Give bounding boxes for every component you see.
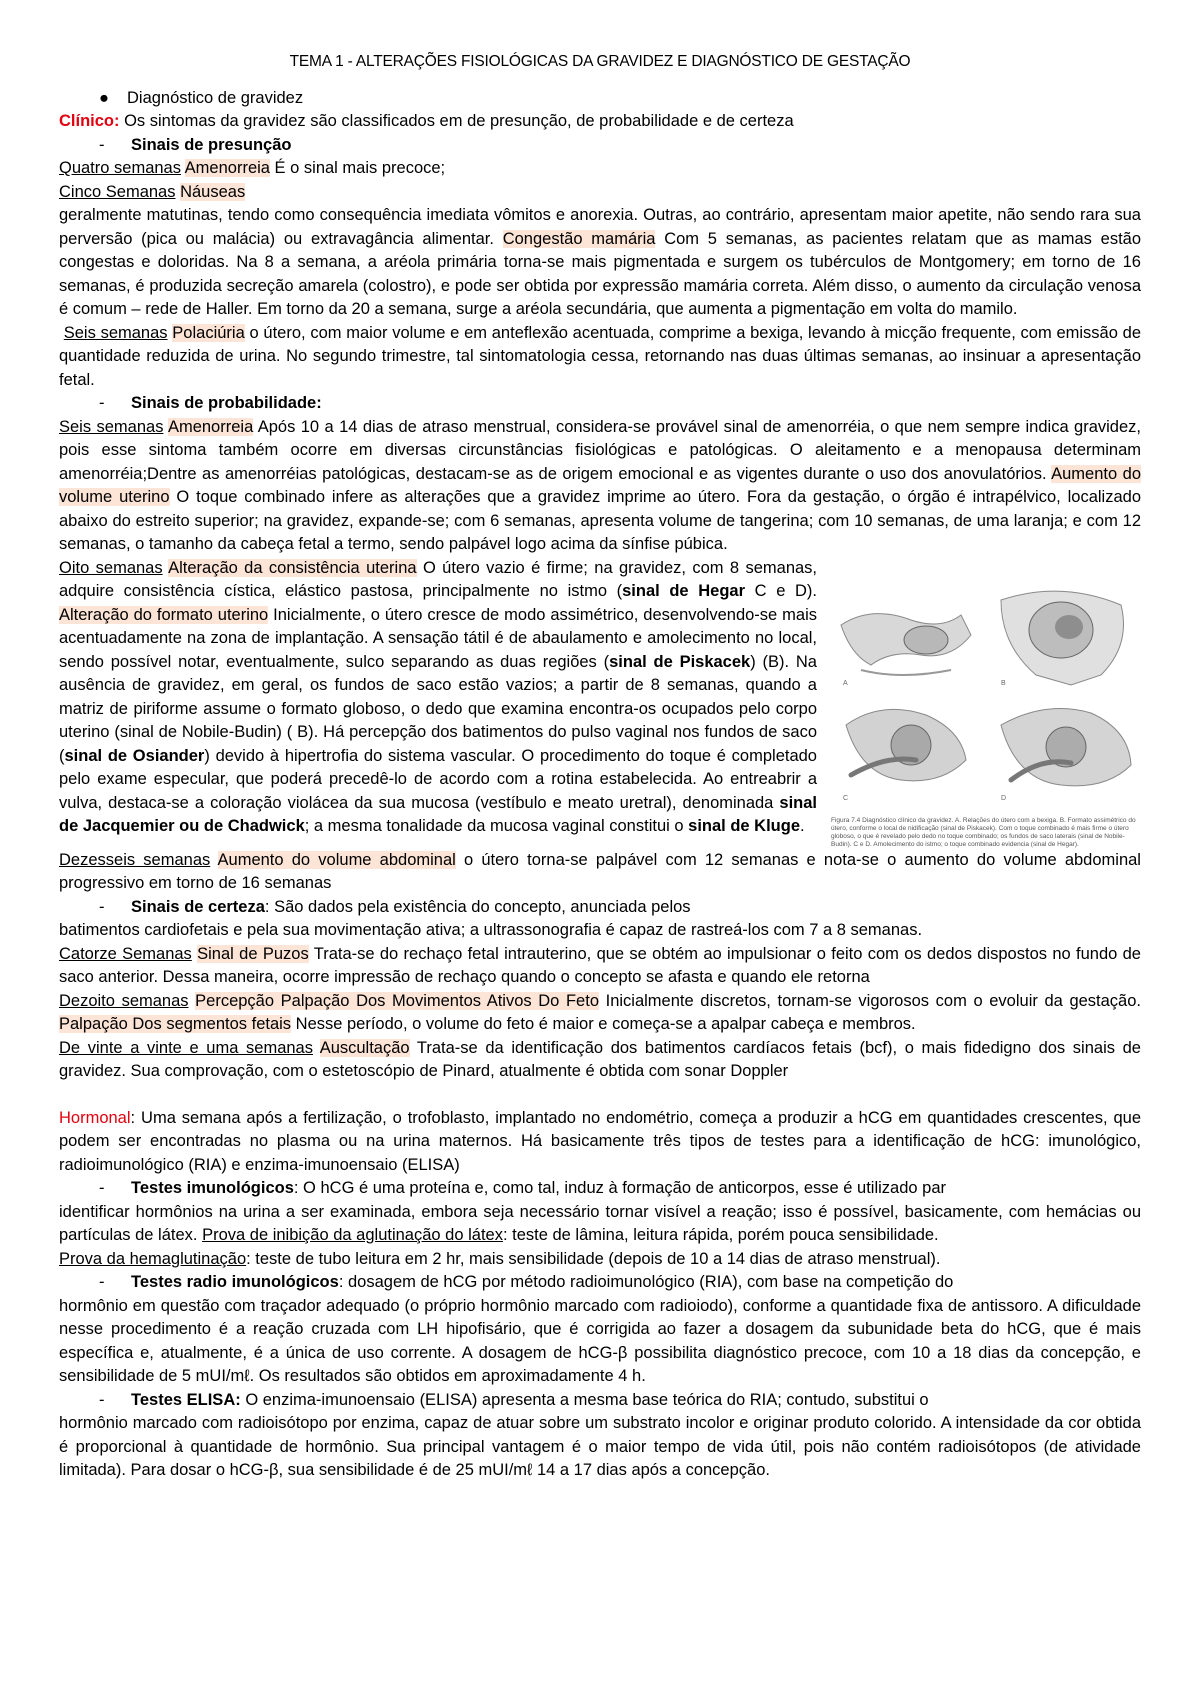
document-title: TEMA 1 - ALTERAÇÕES FISIOLÓGICAS DA GRAVIDEZ E DIAGNÓSTICO DE GESTAÇÃO — [289, 53, 911, 70]
hormonal-paragraph: Hormonal: Uma semana após a fertilização, o trofoblasto, implantado no endométrio, começa a produzir a hCG em quantidades crescentes, que podem ser encontradas no plasma ou na urina maternos. Há basicamente três tipos de testes para a identificação de hCG: imunológico, radioimunológico (RIA) e enzima-imunoensaio (ELISA) — [59, 1108, 1141, 1174]
svg-text:A: A — [843, 679, 848, 687]
section-heading-elisa: - Testes ELISA: O enzima-imunoensaio (ELISA) apresenta a mesma base teórica do RIA; contudo, substitui o — [99, 1390, 929, 1409]
document-page — [59, 50, 1141, 1483]
paragraph: identificar hormônios na urina a ser examinada, embora seja necessário tornar visível a reação; isso é possível, basicamente, com hemácias ou partículas de látex. Prova de inibição da aglutinação do látex: teste de lâmina, leitura rápida, porém pouca sensibilidade. — [59, 1202, 1141, 1244]
bullet-dot: ● — [99, 88, 109, 107]
figure — [831, 585, 1141, 849]
paragraph: De vinte a vinte e uma semanas Auscultação Trata-se da identificação dos batimentos cardíacos fetais (bcf), o mais fidedigno dos sinais de gravidez. Sua comprovação, com o estetoscópio de Pinard, atualmente é obtida com sonar Doppler — [59, 1038, 1141, 1080]
section-heading-radio: - Testes radio imunológicos: dosagem de hCG por método radioimunológico (RIA), com base na competição do — [99, 1273, 954, 1291]
paragraph: hormônio em questão com traçador adequado (o próprio hormônio marcado com radioiodo), conforme a quantidade fixa de antissoro. A dificuldade nesse procedimento é a reação cruzada com LH hipofisário, que é corrigida ao fazer a dosagem da subunidade beta do hCG, que é mais específica e, atualmente, é a única de uso corrente. A dosagem de hCG-β possibilita diagnóstico precoce, com 10 a 18 dias da concepção, e sensibilidade de 5 mUI/mℓ. Os resultados são obtidos em aproximadamente 4 h. — [59, 1296, 1141, 1385]
paragraph: Dezesseis semanas Aumento do volume abdominal o útero torna-se palpável com 12 semanas e nota-se o aumento do volume abdominal progressivo em torno de 16 semanas — [59, 850, 1141, 892]
paragraph: batimentos cardiofetais e pela sua movimentação ativa; a ultrassonografia é capaz de rastreá-los com 7 a 8 semanas. — [59, 921, 923, 939]
paragraph: Dezoito semanas Percepção Palpação Dos Movimentos Ativos Do Feto Inicialmente discretos, tornam-se vigorosos com o evoluir da gestação. Palpação Dos segmentos fetais Nesse período, o volume do feto é maior e começa-se a apalpar cabeça e membros. — [59, 991, 1141, 1033]
paragraph: Cinco Semanas Náuseas — [59, 182, 246, 201]
uterus-illustration — [831, 585, 1141, 813]
clinico-label: Clínico: — [59, 112, 120, 130]
paragraph: Quatro semanas Amenorreia É o sinal mais precoce; — [59, 159, 446, 177]
hormonal-label: Hormonal — [59, 1108, 131, 1127]
figure-caption: Figura 7.4 Diagnóstico clínico da gravidez. A. Relações do útero com a bexiga. B. Formato assimétrico do útero, conforme o local de nidificação (sinal de Piskacek). Com o toque combinado é mais firme o útero globoso, o que é revelado pelo dedo no toque combinado; os fundos de saco laterais (sinal de Nobile-Budin). C e D. Amolecimento do istmo; o toque combinado evidencia (sinal de Hegar). — [831, 816, 1136, 848]
clinico-paragraph: Clínico: Os sintomas da gravidez são classificados em de presunção, de probabilidade e de certeza — [59, 112, 794, 130]
svg-text:C: C — [843, 794, 849, 802]
paragraph: Seis semanas Polaciúria o útero, com maior volume e em anteflexão acentuada, comprime a bexiga, levando à micção frequente, com emissão de quantidade reduzida de urina. No segundo trimestre, tal sintomatologia cessa, retornando nas duas últimas semanas, ao insinuar a apresentação fetal. — [59, 323, 1141, 389]
paragraph: Catorze Semanas Sinal de Puzos Trata-se do rechaço fetal intrauterino, que se obtém ao impulsionar o feito com os dedos dispostos no fundo de saco anterior. Dessa maneira, ocorre impressão de rechaço quando o concepto se afasta e quando ele retorna — [59, 944, 1141, 986]
paragraph: geralmente matutinas, tendo como consequência imediata vômitos e anorexia. Outras, ao contrário, apresentam maior apetite, não sendo rara sua perversão (pica ou malácia) ou extravagância alimentar. Congestão mamária Com 5 semanas, as pacientes relatam que as mamas estão congestas e doloridas. Na 8 a semana, a aréola primária torna-se mais pigmentada e surgem os tubérculos de Montgomery; em torno de 16 semanas, é produzida secreção amarela (colostro), e pode ser obtida por expressão mamária correta. Além disso, o aumento da circulação venosa é comum – rede de Haller. Em torno da 20 a semana, surge a aréola secundária, que aumenta a pigmentação em volta do mamilo. — [59, 206, 1142, 318]
section-heading-presuncao: - Sinais de presunção — [99, 135, 292, 154]
section-heading-probabilidade: - Sinais de probabilidade: — [99, 394, 322, 412]
paragraph: Seis semanas Amenorreia Após 10 a 14 dias de atraso menstrual, considera-se provável sinal de amenorréia, o que nem sempre indica gravidez, pois esse sintoma também ocorre em diversas circunstâncias fisiológicas e patológicas. O aleitamento e a menopausa determinam amenorréia;Dentre as amenorréias patológicas, destacam-se as de origem emocional e as vigentes durante o uso dos anovulatórios. Aumento do volume uterino O toque combinado infere as alterações que a gravidez imprime ao útero. Fora da gestação, o órgão é intrapélvico, localizado abaixo do estreito superior; na gravidez, expande-se; com 6 semanas, apresenta volume de tangerina; com 10 semanas, de uma laranja; e com 12 semanas, o tamanho da cabeça fetal a termo, sendo palpável logo acima da sínfise púbica. — [59, 417, 1142, 553]
paragraph: Prova da hemaglutinação: teste de tubo leitura em 2 hr, mais sensibilidade (depois de 10 a 14 dias de atraso menstrual). — [59, 1249, 941, 1268]
svg-text:B: B — [1001, 679, 1006, 687]
section-heading-certeza: - Sinais de certeza: São dados pela existência do concepto, anunciada pelos — [99, 897, 691, 916]
paragraph: hormônio marcado com radioisótopo por enzima, capaz de atuar sobre um substrato incolor e originar produto colorido. A intensidade da cor obtida é proporcional à quantidade de hormônio. Sua principal vantagem é o maior tempo de vida útil, pois não contém radioisótopos (de atividade limitada). Para dosar o hCG-β, sua sensibilidade é de 25 mUI/mℓ 14 a 17 dias após a concepção. — [59, 1414, 1141, 1479]
svg-text:D: D — [1001, 794, 1007, 802]
section-heading-imunologicos: - Testes imunológicos: O hCG é uma proteína e, como tal, induz à formação de anticorpos, esse é utilizado par — [99, 1179, 946, 1197]
paragraph: Oito semanas Alteração da consistência uterina O útero vazio é firme; na gravidez, com 8 semanas, adquire consistência cística, elástico pastosa, principalmente no istmo (sinal de Hegar C e D). Alteração do formato uterino Inicialmente, o útero cresce de modo assimétrico, desenvolvendo-se mais acentuadamente na zona de implantação. A sensação tátil é de abaulamento e amolecimento no local, sendo possível notar, eventualmente, sulco separando as duas regiões (sinal de Piskacek) (B). Na ausência de gravidez, em geral, os fundos de saco estão vazios; a partir de 8 semanas, quando a matriz de piriforme assume o formato globoso, o dedo que examina encontra-os ocupados pelo corpo uterino (sinal de Nobile-Budin) ( B). Há percepção dos batimentos do pulso vaginal nos fundos de saco (sinal de Osiander) devido à hipertrofia do sistema vascular. O procedimento do toque é completado pelo exame especular, que poderá precedê-lo de acordo com a rotina estabelecida. Ao entreabrir a vulva, destaca-se a coloração violácea da sua mucosa (vestíbulo e meato uretral), denominada sinal de Jacquemier ou de Chadwick; a mesma tonalidade da mucosa vaginal constitui o sinal de Kluge. — [59, 558, 817, 835]
bullet-item: ● Diagnóstico de gravidez — [59, 87, 1141, 111]
